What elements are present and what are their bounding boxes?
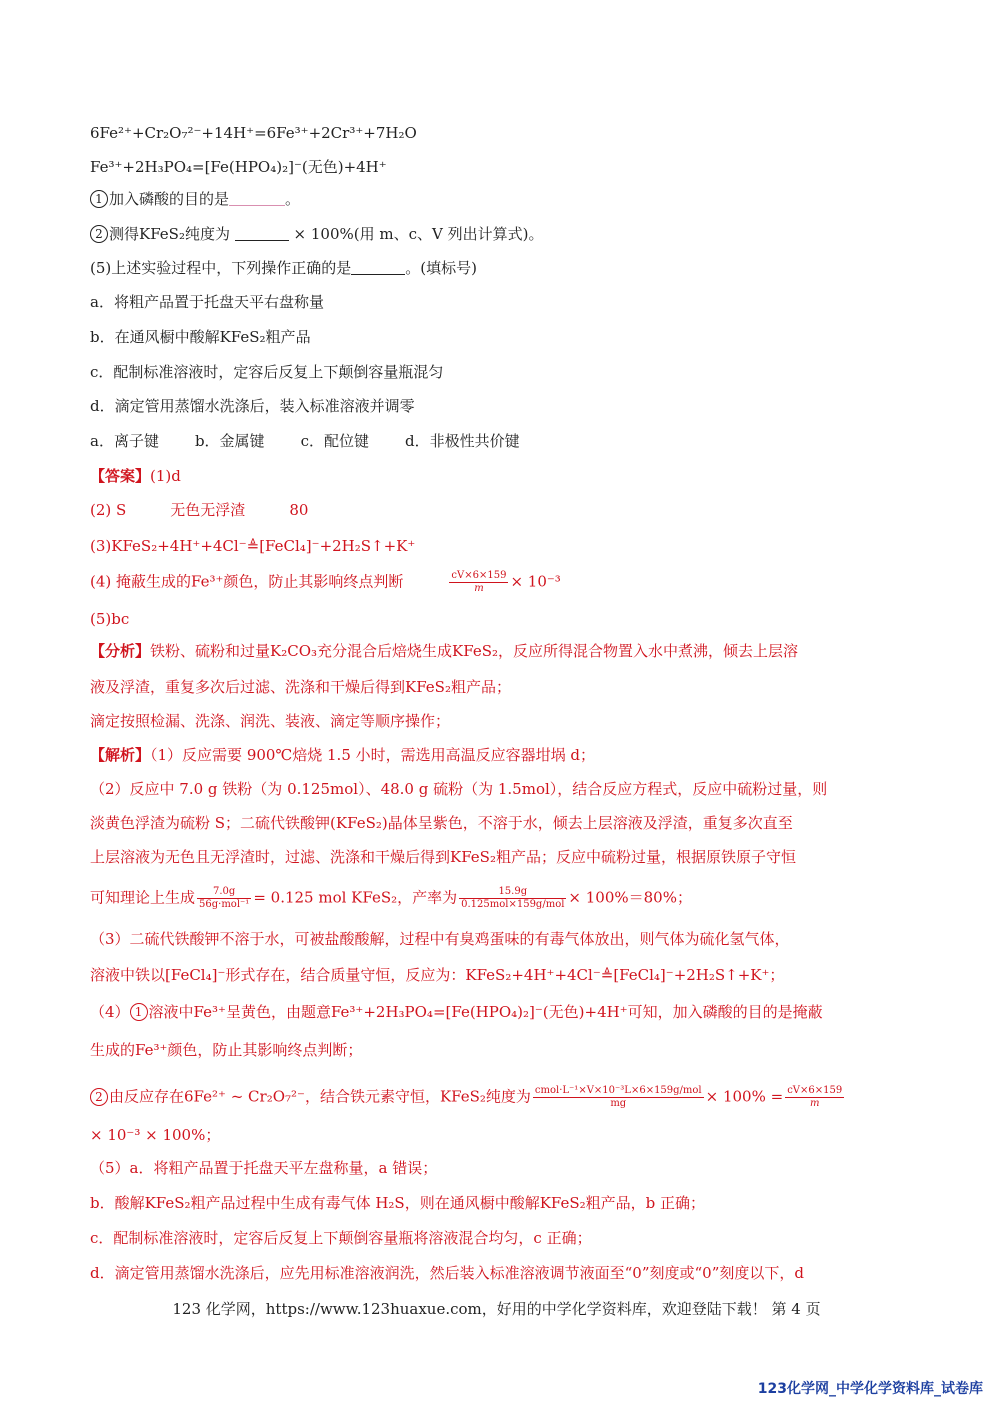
answer-tag: 【答案】	[90, 467, 151, 485]
analysis-text-1: 铁粉、硫粉和过量K₂CO₃充分混合后焙烧生成KFeS₂，反应所得混合物置入水中煮沸，倾去上层溶	[150, 642, 798, 660]
question-4-2	[90, 224, 543, 244]
equation-1: 6Fe²⁺+Cr₂O₇²⁻+14H⁺=6Fe³⁺+2Cr³⁺+7H₂O	[90, 124, 417, 142]
analysis-line-1	[90, 641, 798, 661]
analysis-line-2: 液及浮渣，重复多次后过滤、洗涤和干燥后得到KFeS₂粗产品；	[90, 678, 511, 696]
jiexi-2d-end: × 100%＝80%；	[568, 888, 692, 907]
answer-blank	[229, 191, 285, 206]
option-d: d．滴定管用蒸馏水洗涤后，装入标准溶液并调零	[90, 397, 415, 415]
jiexi-line-1	[90, 745, 595, 765]
circled-number-2: 2	[90, 225, 108, 243]
q4-2-end: × 100%(用 m、c、V 列出计算式)。	[293, 225, 544, 243]
circled-number-2: 2	[90, 1088, 108, 1106]
answer-2a: (2) S	[90, 501, 127, 519]
jiexi-4a-text: 溶液中Fe³⁺呈黄色，由题意Fe³⁺+2H₃PO₄=[Fe(HPO₄)₂]⁻(无色)+4H⁺可知，加入磷酸的目的是掩蔽	[148, 1003, 823, 1021]
fraction-numerator: cV×6×159	[451, 570, 507, 581]
question-4-1	[90, 189, 300, 209]
jiexi-2d-mid: = 0.125 mol KFeS₂，产率为	[253, 888, 458, 907]
option-b: b．在通风橱中酸解KFeS₂粗产品	[90, 328, 311, 346]
circled-number-1: 1	[90, 190, 108, 208]
equation-2: Fe³⁺+2H₃PO₄=[Fe(HPO₄)₂]⁻(无色)+4H⁺	[90, 158, 387, 176]
answer-line-5: (5)bc	[90, 610, 130, 628]
q4-1-end: 。	[285, 190, 301, 208]
jiexi-2d-fraction-2	[459, 886, 566, 911]
answer-2b: 无色无浮渣	[170, 501, 246, 519]
fraction-denominator: mg	[610, 1098, 627, 1109]
jiexi-line-3a: （3）二硫代铁酸钾不溶于水，可被盐酸酸解，过程中有臭鸡蛋味的有毒气体放出，则气体为硫化氢气体，	[90, 930, 790, 948]
jiexi-4c-pre: 由反应存在6Fe²⁺ ~ Cr₂O₇²⁻，结合铁元素守恒，KFeS₂纯度为	[109, 1087, 531, 1106]
q4-1-text: 加入磷酸的目的是	[109, 190, 230, 208]
jiexi-line-5c: c．配制标准溶液时，定容后反复上下颠倒容量瓶将溶液混合均匀，c 正确；	[90, 1229, 592, 1247]
q5-end: 。(填标号)	[405, 259, 477, 277]
fraction-denominator: m	[474, 583, 484, 594]
jiexi-line-2d	[90, 886, 692, 911]
answer-line-3: (3)KFeS₂+4H⁺+4Cl⁻≜[FeCl₄]⁻+2H₂S↑+K⁺	[90, 537, 416, 555]
watermark-link[interactable]: 123化学网_中学化学资料库_试卷库	[757, 1381, 983, 1397]
jiexi-tag: 【解析】	[90, 746, 151, 764]
jiexi-2d-fraction-1	[197, 886, 251, 911]
analysis-tag: 【分析】	[90, 642, 151, 660]
fraction-denominator: 56g·mol⁻¹	[199, 899, 250, 910]
fraction-numerator: 15.9g	[459, 886, 566, 899]
answer-1: (1)d	[150, 467, 181, 485]
q5-text: (5)上述实验过程中，下列操作正确的是	[90, 259, 352, 277]
question-5	[90, 258, 477, 278]
answer-line-2	[90, 500, 308, 520]
jiexi-line-5b: b．酸解KFeS₂粗产品过程中生成有毒气体 H₂S，则在通风橱中酸解KFeS₂粗产品，b 正确；	[90, 1194, 706, 1212]
page-footer: 123 化学网，https://www.123huaxue.com，好用的中学化学资料库，欢迎登陆下载！ 第 4 页	[172, 1300, 821, 1318]
jiexi-4c-fraction-1	[533, 1085, 704, 1110]
option-a: a．将粗产品置于托盘天平右盘称量	[90, 293, 324, 311]
answer-4-fraction	[449, 570, 508, 595]
jiexi-4a-pre: （4）	[90, 1003, 130, 1021]
fraction-numerator: 7.0g	[197, 886, 251, 899]
jiexi-text-1: （1）反应需要 900℃焙烧 1.5 小时，需选用高温反应容器坩埚 d；	[150, 746, 596, 764]
bond-option-b: b．金属键	[194, 432, 265, 450]
jiexi-4c-fraction-2	[785, 1085, 844, 1110]
jiexi-2d-pre: 可知理论上生成	[90, 888, 196, 907]
answer-4-text: (4) 掩蔽生成的Fe³⁺颜色，防止其影响终点判断	[90, 572, 404, 591]
answer-line-4	[90, 570, 561, 595]
q4-2-text: 测得KFeS₂纯度为	[109, 225, 230, 243]
jiexi-4c-mid: × 100% =	[705, 1087, 784, 1106]
bond-option-a: a．离子键	[90, 432, 159, 450]
fraction-denominator: 0.125mol×159g/mol	[461, 899, 565, 910]
jiexi-line-5d: d．滴定管用蒸馏水洗涤后，应先用标准溶液润洗，然后装入标准溶液调节液面至“0”刻度或“0”刻度以下，d	[90, 1264, 804, 1282]
fraction-denominator: m	[809, 1098, 820, 1109]
fraction-numerator: cmol·L⁻¹×V×10⁻³L×6×159g/mol	[534, 1085, 702, 1096]
answer-line-1	[90, 466, 181, 486]
answer-blank	[351, 260, 405, 275]
jiexi-line-2a: （2）反应中 7.0 g 铁粉（为 0.125mol）、48.0 g 硫粉（为 1.5mol），结合反应方程式，反应中硫粉过量，则	[90, 780, 828, 798]
jiexi-line-2c: 上层溶液为无色且无浮渣时，过滤、洗涤和干燥后得到KFeS₂粗产品；反应中硫粉过量，根据原铁原子守恒	[90, 848, 796, 866]
jiexi-line-5a: （5）a．将粗产品置于托盘天平左盘称量，a 错误；	[90, 1159, 438, 1177]
bond-options	[90, 431, 520, 451]
analysis-line-3: 滴定按照检漏、洗涤、润洗、装液、滴定等顺序操作；	[90, 712, 451, 730]
jiexi-line-4a	[90, 1002, 823, 1022]
fraction-numerator: cV×6×159	[787, 1085, 843, 1096]
jiexi-line-3b: 溶液中铁以[FeCl₄]⁻形式存在，结合质量守恒，反应为：KFeS₂+4H⁺+4Cl⁻≜[FeCl₄]⁻+2H₂S↑+K⁺；	[90, 966, 785, 984]
answer-2c: 80	[289, 501, 309, 519]
jiexi-line-2b: 淡黄色浮渣为硫粉 S；二硫代铁酸钾(KFeS₂)晶体呈紫色，不溶于水，倾去上层溶液及浮渣，重复多次直至	[90, 814, 793, 832]
jiexi-line-4d: × 10⁻³ × 100%；	[90, 1126, 221, 1144]
bond-option-c: c．配位键	[300, 432, 369, 450]
bond-option-d: d．非极性共价键	[404, 432, 520, 450]
option-c: c．配制标准溶液时，定容后反复上下颠倒容量瓶混匀	[90, 363, 444, 381]
circled-number-1: 1	[130, 1003, 148, 1021]
jiexi-line-4c	[90, 1085, 846, 1110]
answer-blank	[235, 226, 289, 241]
jiexi-line-4b: 生成的Fe³⁺颜色，防止其影响终点判断；	[90, 1041, 363, 1059]
answer-4-tail: × 10⁻³	[510, 572, 561, 591]
